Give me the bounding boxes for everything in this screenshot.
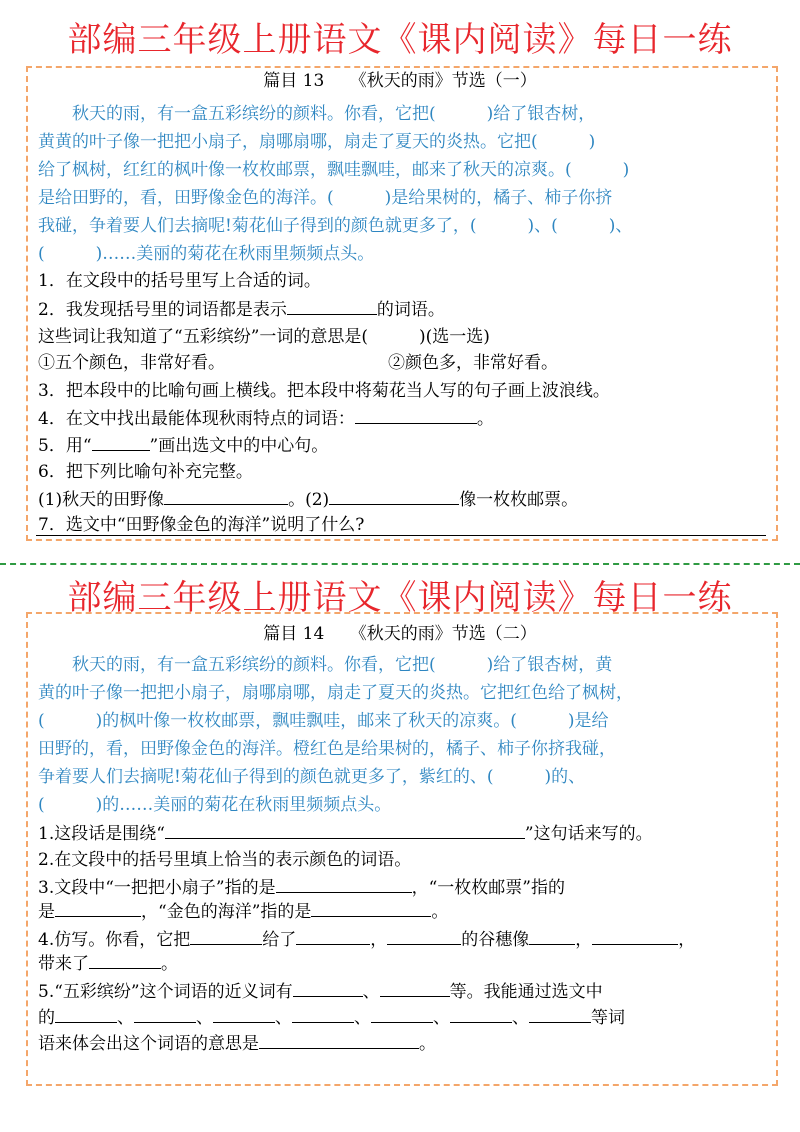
answer-blank[interactable] [164,486,288,505]
question-5-cont [38,1004,625,1031]
answer-blank[interactable] [190,926,262,945]
worksheet-title-1: 部编三年级上册语文《课内阅读》每日一练 [67,20,733,60]
question-text: 给了 [262,930,297,950]
passage-line: 田野的，看，田野像金色的海洋。橙红色是给果树的，橘子、柿子你挤我碰， [38,739,616,759]
question-text: 语来体会出这个词语的意思是 [38,1034,259,1054]
question-2 [38,296,445,323]
question-6: 6．把下列比喻句补充完整。 [38,462,253,482]
question-text: 4.仿写。你看，它把 [38,930,191,950]
answer-blank[interactable] [292,1004,354,1023]
question-text: ， [678,930,696,950]
answer-blank[interactable] [529,926,575,945]
question-text: 3.文段中“一把把小扇子”指的是 [38,878,276,898]
separator: 、 [512,1008,529,1028]
question-text: 1.这段话是围绕“ [38,824,165,844]
question-text: ，“一枚枚邮票”指的 [411,878,565,898]
answer-blank[interactable] [259,1030,419,1049]
answer-blank[interactable] [311,898,431,917]
passage-line: 是给田野的，看，田野像金色的海洋。( )是给果树的，橘子、柿子你挤 [38,188,613,208]
answer-blank[interactable] [134,1004,196,1023]
choice-option-2[interactable]: ②颜色多，非常好看。 [388,353,558,373]
question-text: 带来了 [38,954,89,974]
question-text: ，“金色的海洋”指的是 [141,902,312,922]
question-text: 4．在文中找出最能体现秋雨特点的词语： [38,409,355,429]
question-3 [38,874,565,901]
separator: 、 [117,1008,134,1028]
question-5 [38,978,603,1005]
question-5 [38,432,328,459]
separator: 、 [433,1008,450,1028]
answer-blank[interactable] [592,926,678,945]
question-text: 。 [476,409,494,429]
answer-blank[interactable] [387,926,461,945]
answer-blank[interactable] [296,926,370,945]
answer-blank[interactable] [55,1004,117,1023]
choice-option-1[interactable]: ①五个颜色，非常好看。 [38,353,225,373]
question-text: 。 [431,902,449,922]
question-text: 5．用“ [38,436,92,456]
answer-blank[interactable] [92,432,150,451]
question-7: 7．选文中“田野像金色的海洋”说明了什么? [38,515,365,535]
question-text: 等词 [591,1008,625,1028]
answer-blank[interactable] [213,1004,275,1023]
question-text: 。(2) [288,490,330,510]
answer-blank[interactable] [355,405,477,424]
answer-blank[interactable] [371,1004,433,1023]
question-text: 。 [161,954,178,974]
answer-blank[interactable] [329,486,459,505]
passage-line: ( )……美丽的菊花在秋雨里频频点头。 [38,244,375,264]
question-text: 的谷穗像 [461,930,530,950]
passage-line: 争着要人们去摘呢!菊花仙子得到的颜色就更多了，紫红的、( )的、 [38,767,586,787]
question-text: 。 [419,1034,436,1054]
question-3-cont [38,898,448,925]
passage-line: ( )的……美丽的菊花在秋雨里频频点头。 [38,795,392,815]
separator: 、 [196,1008,213,1028]
question-text: 的词语。 [376,300,445,320]
passage-line: 秋天的雨，有一盒五彩缤纷的颜料。你看，它把( )给了银杏树， [38,104,596,124]
question-5-end [38,1030,436,1057]
question-text: ”这句话来写的。 [524,824,653,844]
question-text: 5.“五彩缤纷”这个词语的近义词有 [38,982,293,1002]
question-text: 的 [38,1008,55,1028]
worksheet-title-2: 部编三年级上册语文《课内阅读》每日一练 [67,578,733,618]
answer-blank[interactable] [293,978,363,997]
answer-line[interactable] [36,535,766,536]
separator: 、 [275,1008,292,1028]
question-4-cont [38,950,178,977]
answer-blank[interactable] [276,874,412,893]
section-divider [0,563,800,565]
question-text: 是 [38,902,55,922]
question-text: 2．我发现括号里的词语都是表示 [38,300,287,320]
answer-blank[interactable] [89,950,161,969]
question-1: 1．在文段中的括号里写上合适的词。 [38,271,321,291]
question-text: 、 [362,982,380,1002]
passage-line: 我碰，争着要人们去摘呢!菊花仙子得到的颜色就更多了，( )、( )、 [38,216,633,236]
passage-line: 给了枫树，红红的枫叶像一枚枚邮票，飘哇飘哇，邮来了秋天的凉爽。( ) [38,160,630,180]
answer-blank[interactable] [529,1004,591,1023]
question-2: 2.在文段中的括号里填上恰当的表示颜色的词语。 [38,850,412,870]
question-1 [38,820,653,847]
answer-blank[interactable] [380,978,450,997]
section-subtitle-1: 篇目 13 《秋天的雨》节选（一） [263,71,537,91]
question-text: 等。我能通过选文中 [449,982,603,1002]
question-6-items [38,486,578,513]
question-text: (1)秋天的田野像 [38,490,165,510]
question-text: ， [575,930,593,950]
answer-blank[interactable] [165,820,525,839]
answer-blank[interactable] [450,1004,512,1023]
separator: 、 [354,1008,371,1028]
passage-line: 黄黄的叶子像一把把小扇子，扇哪扇哪，扇走了夏天的炎热。它把( ) [38,132,596,152]
question-text: 像一枚枚邮票。 [459,490,579,510]
question-text: ， [370,930,388,950]
question-4 [38,405,494,432]
section-subtitle-2: 篇目 14 《秋天的雨》节选（二） [263,624,537,644]
answer-blank[interactable] [287,296,377,315]
question-3: 3．把本段中的比喻句画上横线。把本段中将菊花当人写的句子画上波浪线。 [38,381,610,401]
question-text: ”画出选文中的中心句。 [149,436,329,456]
answer-blank[interactable] [55,898,141,917]
passage-line: 秋天的雨，有一盒五彩缤纷的颜料。你看，它把( )给了银杏树，黄 [38,655,613,675]
passage-line: 黄的叶子像一把把小扇子，扇哪扇哪，扇走了夏天的炎热。它把红色给了枫树， [38,683,633,703]
question-2-choice: 这些词让我知道了“五彩缤纷”一词的意思是( )(选一选) [38,327,490,347]
passage-line: ( )的枫叶像一枚枚邮票，飘哇飘哇，邮来了秋天的凉爽。( )是给 [38,711,609,731]
question-4 [38,926,695,953]
